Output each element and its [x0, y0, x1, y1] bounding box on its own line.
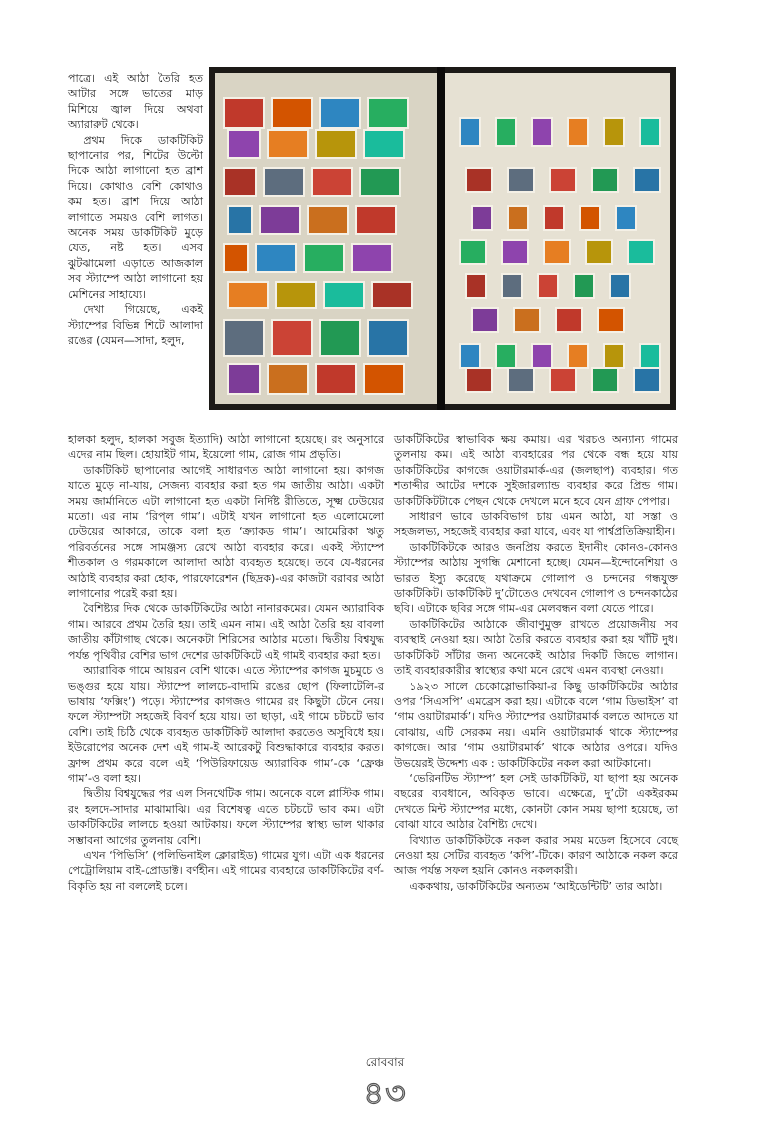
- stamp: [501, 239, 529, 265]
- stamp: [259, 205, 301, 235]
- stamp: [367, 319, 409, 357]
- magazine-name: রোববার: [365, 1055, 405, 1069]
- stamp: [315, 363, 357, 395]
- stamp: [223, 319, 265, 357]
- stamp: [471, 307, 499, 333]
- stamp: [459, 117, 481, 147]
- stamp: [465, 273, 487, 299]
- paragraph: ডাকটিকিটের আঠাকে জীবাণুমুক্ত রাখতে প্রয়োজনীয় সব ব্যবস্থাই নেওয়া হয়। আঠা তৈরি করতে ব্যবহার করা হয় খাঁটি দুধ। ডাকটিকিট সাঁটার জন্য অনেকেই আঠার দিকটি জিভে লাগান। তাই ব্যবহারকারীর স্বাস্থ্যের কথা মনে রেখে এমন ব্যবস্থা নেওয়া।: [394, 617, 678, 678]
- stamp: [603, 343, 625, 369]
- stamp: [531, 117, 553, 147]
- paragraph: ডাকটিকিটের স্বাভাবিক ক্ষয় কমায়। এর খরচও অন্যান্য গামের তুলনায় কম। এই আঠা ব্যবহারের পর থেকে বন্ধ হয়ে যায় ডাকটিকিটের কাগজে ওয়াটারমার্ক-এর (জলছাপ) ব্যবহার। গত শতাব্দীর আটের দশকে সুইজারল্যান্ড ব্যবহার করে প্রিন্ড গাম। ডাকটিকিটটাকে পেছন থেকে দেখলে মনে হবে যেন গ্রাফ পেপার।: [394, 433, 678, 508]
- paragraph: পাত্রে। এই আঠা তৈরি হত আটার সঙ্গে ভাতের মাড় মিশিয়ে জ্বাল দিয়ে অথবা অ্যারারুট থেকে।: [68, 72, 203, 132]
- stamp: [263, 167, 305, 197]
- stamp: [531, 343, 553, 369]
- stamp: [615, 205, 637, 231]
- stamp: [459, 239, 487, 265]
- stamp: [359, 167, 401, 197]
- stamp: [227, 281, 269, 309]
- stamp: [573, 273, 595, 299]
- paragraph: ডাকটিকিট ছাপানোর আগেই সাধারণত আঠা লাগানো হয়। কাগজ যাতে মুড়ে না-যায়, সেজন্য ব্যবহার করা হত গম জাতীয় আঠা। একটা সময় জার্মানিতে এটা লাগানো হত একটা নির্দিষ্ট রীতিতে, সূক্ষ্ম ঢেউয়ের মতো। এর নাম ‘রিপ্‌ল গাম’। এটাই যখন লাগানো হত এলোমেলো ঢেউয়ের আকারে, তাকে বলা হত ‘ক্র্যাকড গাম’। আমেরিকা ঋতু পরিবর্তনের সঙ্গে সামঞ্জস্য রেখে আঠা ব্যবহার করে। একই স্ট্যাম্পে শীতকাল ও গরমকালে আলাদা আঠা ব্যবহৃত হয়েছে। তবে যে-ধরনের আঠাই ব্যবহার করা হোক, পারফোরেশন (ছিদ্রক)-এর কাজটা বরাবর আঠা লাগানোর পরেই করা হয়।: [68, 463, 384, 601]
- page-footer: [0, 1054, 770, 1122]
- stamp: [223, 97, 265, 129]
- stamp: [579, 205, 601, 231]
- paragraph: ‘ভেরিনটিভ স্ট্যাম্প’ হল সেই ডাকটিকিট, যা ছাপা হয় অনেক বছরের ব্যবধানে, অবিকৃত ভাবে। এক্ষেত্রে, দু’টো একইরকম দেখতে মিন্ট স্ট্যাম্পের মধ্যে, কোনটা কোন সময় ছাপা হয়েছে, তা বোঝা যাবে আঠার বৈশিষ্ট্য দেখে।: [394, 771, 678, 832]
- stamp: [367, 97, 409, 129]
- paragraph: সাধারণ ভাবে ডাকবিভাগ চায় এমন আঠা, যা সস্তা ও সহজলভ্য, সহজেই ব্যবহার করা যাবে, এবং যা পার্শ্বপ্রতিক্রিয়াহীন।: [394, 510, 678, 539]
- stamp: [255, 243, 297, 273]
- stamp: [627, 239, 655, 265]
- paragraph: বৈশিষ্ট্যর দিক থেকে ডাকটিকিটের আঠা নানারকমের। যেমন অ্যারাবিক গাম। আরবে প্রথম তৈরি হয়। তাই এমন নাম। এই আঠা তৈরি হয় বাবলা জাতীয় কাঁটাগাছ থেকে। অনেকটা শিরিসের আঠার মতো। দ্বিতীয় বিশ্বযুদ্ধ পর্যন্ত পৃথিবীর বেশির ভাগ দেশের ডাকটিকিটে এই গামই ব্যবহার করা হত।: [68, 602, 384, 662]
- stamp: [227, 129, 261, 159]
- stamp: [507, 205, 529, 231]
- stamp: [315, 129, 357, 159]
- paragraph: ডাকটিকিটকে আরও জনপ্রিয় করতে ইদানীং কোনও-কোনও স্ট্যাম্পের আঠায় সুগন্ধি মেশানো হচ্ছে। যেমন—ইন্দোনেশিয়া ও ভারত ইস্যু করেছে যথাক্রমে গোলাপ ও চন্দনের গন্ধযুক্ত ডাকটিকিট। ডাকটিকিট দু’টোতেও দেখবেন গোলাপ ও চন্দনকাঠের ছবি। এটাকে ছবির সঙ্গে গাম-এর মেলবন্ধন বলা যেতে পারে।: [394, 540, 678, 616]
- stamp: [633, 167, 661, 193]
- stamp: [603, 117, 625, 147]
- stamp: [471, 205, 493, 231]
- album-spine: [437, 67, 445, 410]
- stamp: [227, 205, 253, 235]
- stamp: [319, 97, 361, 129]
- stamp: [351, 243, 393, 273]
- stamp: [549, 367, 577, 393]
- stamp-album-photo: [209, 67, 676, 410]
- stamp: [227, 363, 261, 395]
- stamp: [597, 307, 625, 333]
- stamp: [271, 319, 313, 357]
- stamp: [609, 273, 631, 299]
- stamp: [303, 243, 345, 273]
- stamp: [549, 167, 577, 193]
- stamp: [585, 239, 613, 265]
- stamp: [567, 117, 589, 147]
- stamp: [459, 343, 481, 369]
- stamp: [513, 307, 541, 333]
- stamp: [591, 367, 619, 393]
- stamp: [267, 363, 309, 395]
- paragraph: বিখ্যাত ডাকটিকিটকে নকল করার সময় মডেল হিসেবে বেছে নেওয়া হয় সেটির ব্যবহৃত ‘কপি’-টিকে। কারণ আঠাকে নকল করে আজ পর্যন্ত সফল হয়নি কোনও নকলকারী।: [394, 833, 678, 878]
- stamp: [543, 205, 565, 231]
- stamp: [223, 167, 257, 197]
- stamp: [275, 281, 317, 309]
- stamp: [537, 273, 559, 299]
- paragraph: এখন ‘পিভিসি’ (পলিভিনাইল ক্লোরাইড) গামের যুগ। এটা এক ধরনের পেট্রোলিয়াম বাই-প্রোডাক্ট। বর্ণহীন। এই গামের ব্যবহারে ডাকটিকিটের বর্ণ-বিকৃতি হয় না বললেই চলে।: [68, 848, 384, 893]
- paragraph: দ্বিতীয় বিশ্বযুদ্ধের পর এল সিনথেটিক গাম। অনেকে বলে প্লাস্টিক গাম। রং হলদে-সাদার মাঝামাঝি। এর বিশেষত্ব এতে চটচটে ভাব কম। এটা ডাকটিকিটের লালচে হওয়া আটকায়। ফলে স্ট্যাম্পের স্বাস্থ্য ভাল থাকার সম্ভাবনা আগের তুলনায় বেশি।: [68, 787, 384, 847]
- stamp: [495, 343, 517, 369]
- stamp: [591, 167, 619, 193]
- stamp: [639, 343, 661, 369]
- stamp: [355, 205, 397, 235]
- stamp: [465, 367, 493, 393]
- paragraph: প্রথম দিকে ডাকটিকিট ছাপানোর পর, শিটের উল্টো দিকে আঠা লাগানো হত ব্রাশ দিয়ে। কোথাও বেশি কোথাও কম হত। ব্রাশ দিয়ে আঠা লাগাতে সময়ও বেশি লাগত। অনেক সময় ডাকটিকিট মুড়ে যেত, নষ্ট হত। এসব ঝুটঝামেলা এড়াতে আজকাল সব স্ট্যাম্পে আঠা লাগানো হয় মেশিনের সাহায্যে।: [68, 133, 203, 301]
- narrow-text-column: [68, 71, 203, 348]
- stamp: [223, 243, 249, 273]
- paragraph: দেখা গিয়েছে, একই স্ট্যাম্পের বিভিন্ন শিটে আলাদা রঙের (যেমন—সাদা, হলুদ,: [68, 303, 203, 347]
- paragraph: হালকা হলুদ, হালকা সবুজ ইত্যাদি) আঠা লাগানো হয়েছে। রং অনুসারে এদের নাম ছিল। হোয়াইট গাম, ইয়েলো গাম, রোজ গাম প্রভৃতি।: [68, 433, 384, 462]
- stamp: [507, 367, 535, 393]
- left-text-column: [68, 432, 384, 894]
- stamp: [507, 167, 535, 193]
- stamp: [501, 273, 523, 299]
- stamp: [319, 319, 361, 357]
- stamp: [271, 97, 313, 129]
- paragraph: অ্যারাবিক গামে আয়রন বেশি থাকে। এতে স্ট্যাম্পের কাগজ মুচমুচে ও ভঙ্গুর হয়ে যায়। স্ট্যাম্পে লালচে-বাদামি রঙের ছোপ (ফিলাটেলি-র ভাষায় ‘ফক্সিং’) পড়ে। স্ট্যাম্পের কাগজও গামের রং কিছুটা টেনে নেয়। ফলে স্ট্যাম্পটা সহজেই বিবর্ণ হয়ে যায়। তা ছাড়া, এই গামে চটচটে ভাব বেশি। তাই চিঠি থেকে ব্যবহৃত ডাকটিকিট আলাদা করতেও অসুবিধে হয়। ইউরোপের অনেক দেশ এই গাম-ই আরেকটু বিশুদ্ধাকারে ব্যবহার করত। ফ্রান্স প্রথম করে বলে এই ‘পিউরিফায়েড অ্যারাবিক গাম’-কে ‘ফ্রেঞ্চ গাম’-ও বলা হয়।: [68, 664, 384, 785]
- stamp: [543, 239, 571, 265]
- stamp: [555, 307, 583, 333]
- stamp: [267, 129, 309, 159]
- stamp: [307, 205, 349, 235]
- stamp: [567, 343, 589, 369]
- paragraph: এককথায়, ডাকটিকিটের অন্যতম ‘আইডেন্টিটি’ তার আঠা।: [409, 879, 663, 893]
- stamp: [633, 367, 661, 393]
- stamp: [363, 129, 405, 159]
- stamp: [323, 281, 365, 309]
- paragraph: ১৯২৩ সালে চেকোস্লোভাকিয়া-র কিছু ডাকটিকিটের আঠার ওপর ‘সিএসপি’ এমব্রেস করা হয়। এটাকে বলে ‘গাম ডিভাইস’ বা ‘গাম ওয়াটারমার্ক’। যদিও স্ট্যাম্পের ওয়াটারমার্ক বলতে আদতে যা বোঝায়, এটি সেরকম নয়। এমনি ওয়াটারমার্ক থাকে স্ট্যাম্পের কাগজে। আর ‘গাম ওয়াটারমার্ক’ থাকে আঠার ওপরে। যদিও উভয়েরই উদ্দেশ্য এক : ডাকটিকিটের নকল করা আটকানো।: [394, 679, 678, 770]
- stamp: [363, 363, 405, 395]
- right-text-column: [394, 432, 678, 894]
- stamp: [311, 167, 353, 197]
- stamp: [639, 117, 661, 147]
- stamp: [495, 117, 517, 147]
- stamp: [371, 281, 413, 309]
- stamp: [465, 167, 493, 193]
- page-number: ৪৩: [363, 1074, 407, 1112]
